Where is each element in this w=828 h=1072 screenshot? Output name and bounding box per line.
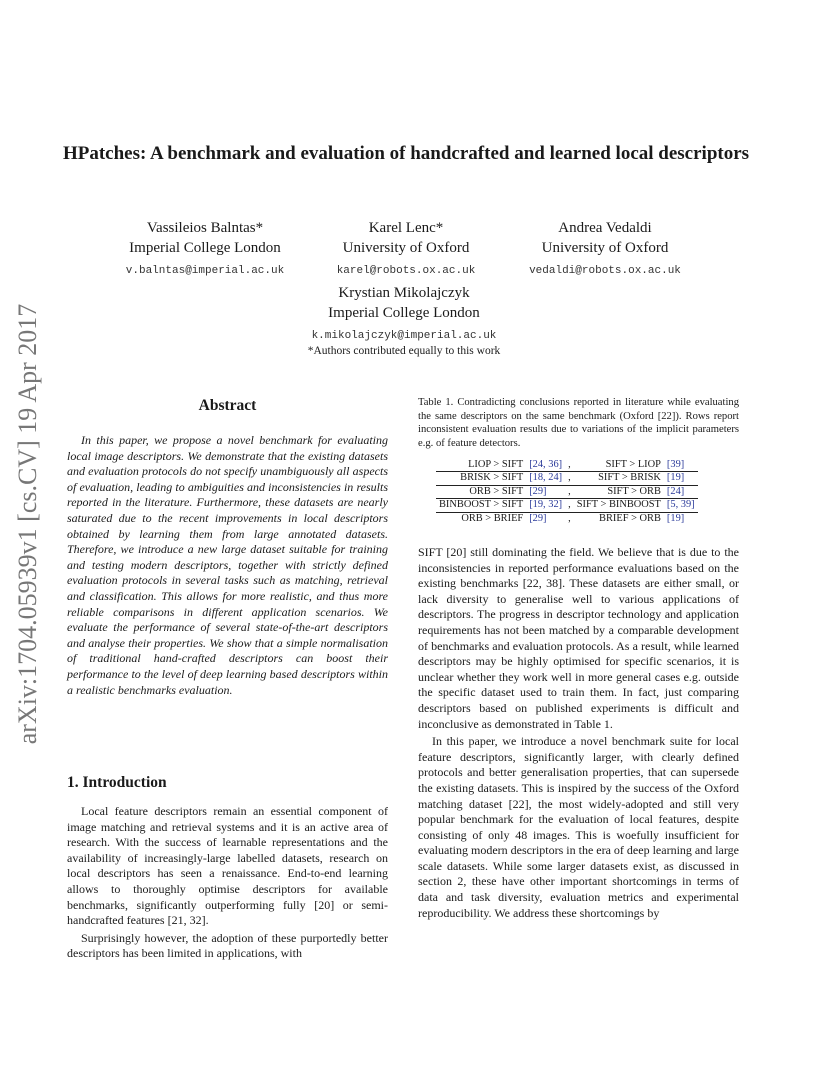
claim-right-citation[interactable]: [19]	[666, 512, 685, 524]
abstract-text: In this paper, we propose a novel benchmark for evaluating local image descriptors. We demonstrate that the existing datasets and evaluation protocols do not specify unambiguously all aspects of evaluation, leading to ambiguities and inconsistencies in results reported in the literature. Furthermore, these datasets are nearly saturated due to the recent improvements in local descriptors obtained by learning them from large annotated datasets. Therefore, we introduce a new large dataset suitable for training and testing modern descriptors, together with strictly defined evaluation protocols in several tasks such as matching, retrieval and classification. This allows for more realistic, and thus more reliable comparisons in different application scenarios. We evaluate the performance of several state-of-the-art descriptors and analyse their properties. We show that a simple normalisation of traditional hand-crafted descriptors can boost their performance to the level of deep learning based descriptors within a realistic benchmarks evaluation.	[67, 433, 388, 697]
claim-right: SIFT > BINBOOST	[574, 499, 664, 512]
abstract-heading: Abstract	[198, 397, 257, 414]
claim-left: LIOP > SIFT	[436, 459, 526, 472]
table-row	[436, 512, 698, 525]
claim-left-citation[interactable]: [18, 24]	[526, 472, 565, 485]
claim-left-citation[interactable]: [19, 32]	[526, 499, 565, 512]
claim-left: ORB > SIFT	[436, 485, 526, 498]
row-separator: ,	[565, 472, 574, 485]
author-email[interactable]: v.balntas@imperial.ac.uk	[125, 265, 285, 277]
row-separator: ,	[565, 485, 574, 498]
author-block	[306, 218, 506, 281]
author-email[interactable]: vedaldi@robots.ox.ac.uk	[529, 265, 681, 277]
claim-right: SIFT > ORB	[574, 485, 664, 498]
author-email[interactable]: k.mikolajczyk@imperial.ac.uk	[311, 330, 497, 342]
intro-paragraph: Local feature descriptors remain an essential component of image matching and retrieval systems and it is an active area of research. With the success of learnable representations and the availability of increasingly-large labelled datasets, research on local descriptors has seen a renaissance. End-to-end learning allows to thoroughly optimise descriptors for available benchmarks, significantly outperforming fully [20] or semi-handcrafted features [21, 32].	[67, 804, 388, 928]
claim-left: BINBOOST > SIFT	[436, 499, 526, 512]
claim-left-citation[interactable]: [29]	[526, 485, 565, 498]
right-column-body	[418, 545, 739, 921]
claim-right: SIFT > BRISK	[574, 472, 664, 485]
claim-left: BRISK > SIFT	[436, 472, 526, 485]
author-affiliation: University of Oxford	[342, 240, 470, 256]
row-separator: ,	[568, 512, 571, 524]
table-row	[436, 485, 698, 498]
arxiv-stamp: arXiv:1704.05939v1 [cs.CV] 19 Apr 2017	[13, 303, 42, 745]
author-name: Vassileios Balntas*	[146, 220, 264, 236]
author-block	[505, 218, 705, 281]
table-row	[436, 459, 698, 472]
author-name: Andrea Vedaldi	[558, 220, 652, 236]
author-block	[105, 218, 305, 281]
claim-left-citation[interactable]: [24, 36]	[526, 459, 565, 472]
claim-right-citation[interactable]: [24]	[664, 485, 698, 498]
claim-right: BRIEF > ORB	[599, 512, 661, 524]
intro-paragraph: In this paper, we introduce a novel benchmark suite for local feature descriptors, significantly larger, with clearly defined protocols and better generalisation properties, that can supersede the existing datasets. This is inspired by the success of the Oxford matching dataset [22], the most widely-adopted and still very popular benchmark for the evaluation of local features, despite consisting of only 48 images. This is woefully insufficient for evaluating modern descriptors in the era of deep learning and large scale datasets. While some larger datasets exist, as discussed in section 2, these have other important shortcomings in terms of data and task diversity, evaluation metrics and experimental reproducibility. We address these shortcomings by	[418, 734, 739, 920]
intro-paragraph: SIFT [20] still dominating the field. We believe that is due to the inconsistencies in reported performance evaluations based on the existing benchmarks [22, 38]. These datasets are either small, or lack diversity to generalise well to various applications of descriptors. The progress in descriptor technology and application requirements has not been matched by a comparable development of benchmarks and evaluation protocols. As a result, while learned descriptors may be highly optimised for specific scenarios, it is unclear whether they work well in more general cases e.g. outside the specific dataset used to train them. In fact, just comparing descriptors based on published experiments is difficult and inconclusive as demonstrated in Table 1.	[418, 545, 739, 731]
table-caption: Table 1. Contradicting conclusions reported in literature while evaluating the same descriptors on the same benchmark (Oxford [22]). Rows report inconsistent evaluation results due to variations of the implicit parameters e.g. of feature detectors.	[418, 397, 739, 449]
row-separator: ,	[565, 459, 574, 472]
claim-right: SIFT > LIOP	[574, 459, 664, 472]
left-column-body	[67, 804, 388, 962]
table-row	[436, 472, 698, 485]
claim-left: ORB > BRIEF	[461, 512, 524, 524]
author-affiliation: University of Oxford	[541, 240, 669, 256]
claim-right-citation[interactable]: [39]	[664, 459, 698, 472]
intro-paragraph: Surprisingly however, the adoption of these purportedly better descriptors has been limited in applications, with	[67, 930, 388, 961]
equal-contribution-note: *Authors contributed equally to this work	[307, 345, 501, 357]
comparison-table	[436, 459, 698, 525]
claim-right-citation[interactable]: [19]	[664, 472, 698, 485]
author-block	[282, 283, 526, 346]
row-separator: ,	[565, 499, 574, 512]
table-row	[436, 499, 698, 512]
paper-title: HPatches: A benchmark and evaluation of handcrafted and learned local descriptors	[62, 143, 750, 164]
claim-right-citation[interactable]: [5, 39]	[664, 499, 698, 512]
section-heading-introduction: 1. Introduction	[67, 774, 167, 791]
author-name: Karel Lenc*	[368, 220, 444, 236]
claim-left-citation[interactable]: [29]	[529, 512, 547, 524]
author-affiliation: Imperial College London	[328, 305, 480, 321]
author-email[interactable]: karel@robots.ox.ac.uk	[336, 265, 476, 277]
author-name: Krystian Mikolajczyk	[338, 285, 470, 301]
author-affiliation: Imperial College London	[129, 240, 281, 256]
